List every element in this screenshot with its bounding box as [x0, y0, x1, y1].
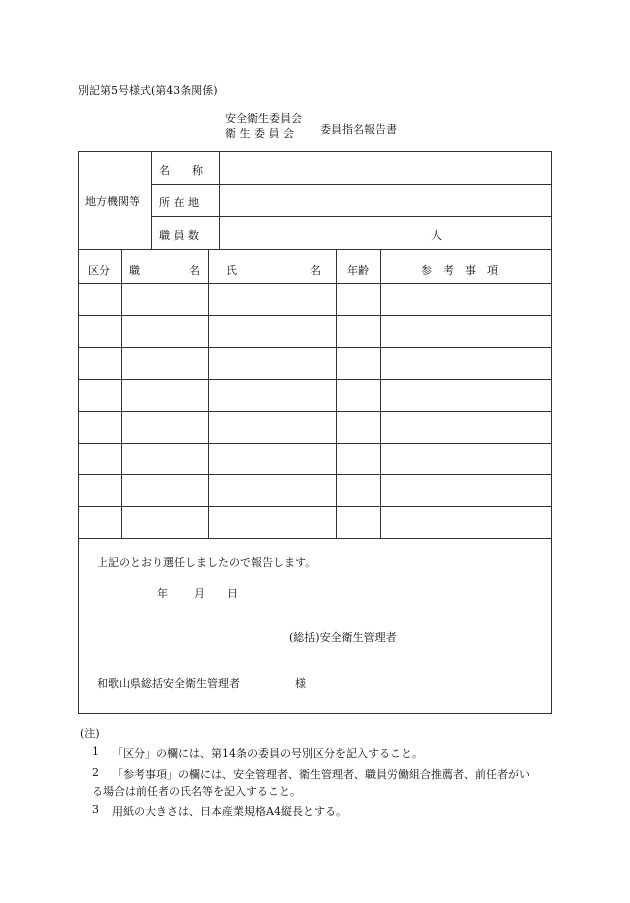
org-divider-2 — [151, 216, 551, 217]
row-7-age[interactable] — [338, 477, 378, 504]
row-3-category[interactable] — [81, 350, 119, 377]
report-title: 委員指名報告書 — [320, 123, 397, 136]
form-reference: 別記第5号様式(第43条関係) — [78, 84, 218, 97]
org-staff-label: 職 員 数 — [159, 229, 199, 242]
date-day-label: 日 — [227, 587, 238, 600]
header-name-left: 氏 — [226, 264, 237, 277]
addressee: 和歌山県総括安全衛生管理者 — [97, 677, 240, 690]
row-6-age[interactable] — [338, 446, 378, 472]
col-divider-age — [380, 249, 381, 538]
row-7-remarks[interactable] — [382, 477, 549, 504]
row-3-name[interactable] — [210, 350, 334, 377]
header-age: 年齢 — [347, 264, 369, 277]
row-4-name[interactable] — [210, 382, 334, 409]
row-8-age[interactable] — [338, 509, 378, 536]
committee-name-safety-health: 安全衛生委員会 — [225, 112, 302, 125]
row-1-category[interactable] — [81, 286, 119, 313]
org-group-label: 地方機関等 — [85, 195, 140, 208]
org-name-label: 名 称 — [159, 164, 203, 177]
row-4-category[interactable] — [81, 382, 119, 409]
row-8-category[interactable] — [81, 509, 119, 536]
row-1-age[interactable] — [338, 286, 378, 313]
row-divider — [79, 474, 551, 475]
row-4-remarks[interactable] — [382, 382, 549, 409]
org-divider-1 — [151, 184, 551, 185]
header-bottom — [79, 283, 551, 284]
header-category: 区分 — [88, 264, 110, 277]
report-form-table — [78, 151, 552, 714]
row-3-age[interactable] — [338, 350, 378, 377]
org-label-divider — [151, 152, 152, 249]
col-divider-name — [336, 249, 337, 538]
org-section-bottom — [79, 249, 551, 250]
col-divider-category — [121, 249, 122, 538]
row-5-remarks[interactable] — [382, 414, 549, 441]
org-name-value[interactable] — [221, 158, 547, 180]
header-position-left: 職 — [129, 264, 140, 277]
note-3-number: 3 — [92, 803, 99, 816]
org-staff-value[interactable] — [221, 222, 431, 244]
header-remarks: 参 考 事 項 — [421, 264, 498, 277]
note-1-text: 「区分」の欄には、第14条の委員の号別区分を記入すること。 — [112, 747, 423, 760]
org-location-label: 所 在 地 — [159, 196, 199, 209]
header-position-right: 名 — [189, 264, 200, 277]
row-6-category[interactable] — [81, 446, 119, 472]
date-year-label: 年 — [157, 587, 168, 600]
header-name-right: 名 — [310, 264, 321, 277]
row-divider — [79, 379, 551, 380]
row-7-position[interactable] — [123, 477, 206, 504]
row-divider — [79, 443, 551, 444]
row-5-name[interactable] — [210, 414, 334, 441]
row-1-remarks[interactable] — [382, 286, 549, 313]
note-2-text: 「参考事項」の欄には、安全管理者、衛生管理者、職員労働組合推薦者、前任者がい — [112, 768, 530, 781]
note-3-text: 用紙の大きさは、日本産業規格A4縦長とする。 — [112, 805, 347, 818]
members-section-bottom — [79, 538, 551, 539]
row-4-position[interactable] — [123, 382, 206, 409]
staff-unit: 人 — [431, 229, 442, 242]
row-7-name[interactable] — [210, 477, 334, 504]
row-2-name[interactable] — [210, 318, 334, 345]
row-6-name[interactable] — [210, 446, 334, 472]
committee-name-block — [225, 111, 302, 141]
row-6-position[interactable] — [123, 446, 206, 472]
row-5-age[interactable] — [338, 414, 378, 441]
row-7-category[interactable] — [81, 477, 119, 504]
honorific: 様 — [295, 677, 306, 690]
date-month-label: 月 — [194, 587, 205, 600]
org-location-value[interactable] — [221, 190, 547, 212]
committee-name-health: 衛 生 委 員 会 — [225, 127, 294, 140]
note-2-number: 2 — [92, 766, 99, 779]
row-2-category[interactable] — [81, 318, 119, 345]
col-divider-position — [208, 249, 209, 538]
note-2-continuation: る場合は前任者の氏名等を記入すること。 — [92, 785, 301, 798]
row-3-position[interactable] — [123, 350, 206, 377]
row-2-position[interactable] — [123, 318, 206, 345]
row-1-position[interactable] — [123, 286, 206, 313]
row-divider — [79, 411, 551, 412]
row-divider — [79, 506, 551, 507]
row-8-name[interactable] — [210, 509, 334, 536]
row-divider — [79, 347, 551, 348]
row-6-remarks[interactable] — [382, 446, 549, 472]
row-8-remarks[interactable] — [382, 509, 549, 536]
manager-title: (総括)安全衛生管理者 — [289, 631, 397, 644]
row-5-position[interactable] — [123, 414, 206, 441]
row-1-name[interactable] — [210, 286, 334, 313]
row-3-remarks[interactable] — [382, 350, 549, 377]
report-statement: 上記のとおり選任しましたので報告します。 — [97, 556, 317, 569]
note-1-number: 1 — [92, 745, 99, 758]
row-4-age[interactable] — [338, 382, 378, 409]
row-2-remarks[interactable] — [382, 318, 549, 345]
row-5-category[interactable] — [81, 414, 119, 441]
row-divider — [79, 315, 551, 316]
notes-heading: (注) — [80, 727, 100, 740]
org-value-divider — [219, 152, 220, 249]
row-8-position[interactable] — [123, 509, 206, 536]
row-2-age[interactable] — [338, 318, 378, 345]
